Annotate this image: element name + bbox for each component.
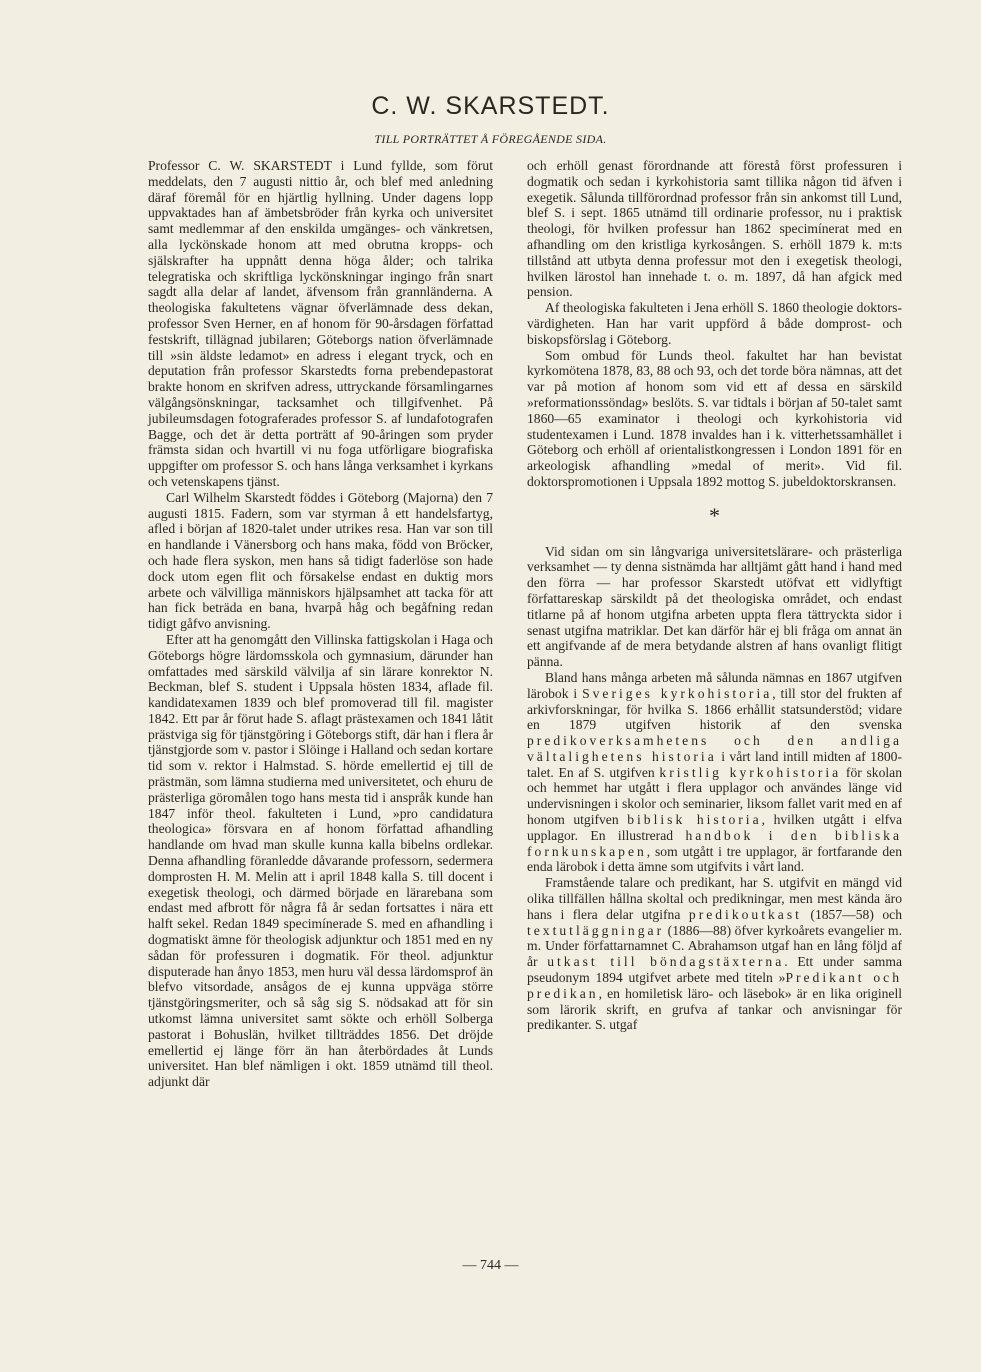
- text-run: . Ett under samma pseudonym 1894 utgifvet arbete med titeln »: [527, 954, 902, 986]
- section-divider-star: *: [709, 502, 720, 528]
- text-run: Bland hans många arbeten må sålunda nämnas en 1867 utgifven lärobok i: [527, 669, 902, 701]
- text-run: i vårt land intill midten af 1800-talet. En af S. utgifven: [527, 748, 902, 780]
- article-title: C. W. SKARSTEDT.: [371, 92, 610, 120]
- article-subtitle: TILL PORTRÄTTET Å FÖREGÅENDE SIDA.: [374, 132, 607, 146]
- left-paragraph-2: Carl Wilhelm Skarstedt föddes i Göteborg (Majorna) den 7 augusti 1815. Fadern, som var styrman å ett handelsfartyg, afled i början af 1820-talet under utrikes resa. Han var son till en handlande i Vänersborg och hans maka, född von Bröcker, och hade flera syskon, men hans så tidigt faderlöse son hade dock utom egen flit och försakelse endast en duktig mors arbete och välvilliga människors hjälpsamhet att tacka för att han fick beträda en bana, hvarpå håg och begåfning redan tidigt gåfvo anvisning.: [148, 489, 493, 632]
- text-run: , som utgått i tre upplagor, är fortfarande den enda lärobok i detta ämne som utgifvits i vårt land.: [527, 843, 902, 875]
- right-paragraph-3: Som ombud för Lunds theol. fakultet har han bevistat kyrkomötena 1878, 83, 88 och 93, och det torde böra nämnas, att det var på motion af honom som vid ett af dessa en särskild »reformationssöndag» beslöts. S. var tidtals i början af 50-talet samt 1860—65 examinator i theologi och kyrkohistoria vid studentexamen i Lund. 1878 invaldes han i k. vitterhetssamhället i Göteborg och erhöll af orientalistkongressen i London 1891 för en arkeologisk afhandling »medal of merit». Vid fil. doktorspromotionen i Uppsala 1892 mottog S. jubeldoktorskransen.: [527, 347, 902, 489]
- spaced-title: Sveriges kyrkohistoria: [582, 685, 773, 701]
- right-paragraph-1: och erhöll genast förordnande att förestå först professuren i dogmatik och sedan i kyrkohistoria samt tillika någon tid äfven i exegetik. Sålunda tillförordnad professor från sin ankomst till Lund, blef S. i sept. 1865 utnämd till ordinarie professor, nu i praktisk theologi, för hvilken professur han 1862 specimínerat med en afhandling om den kristliga kyrkosången. S. erhöll 1879 k. m:ts tillstånd att utbyta denna professur mot den i exegetisk theologi, hvilken lärostol han innehade t. o. m. 1897, då han afgick med pension.: [527, 158, 902, 300]
- text-run: , en homiletisk läro- och läsebok» är en lika originell som lärorik skrift, en grufva af tankar och anvisningar för predikanter. S. utgaf: [527, 985, 902, 1033]
- right-paragraph-4: Vid sidan om sin långvariga universitetslärare- och prästerliga verksamhet — ty denna sistnämda har alltjämt gått hand i hand med den förra — har professor Skarstedt utöfvat ett vidlyftigt författareskap särskildt på det theologiska området, och endast titlarne på af honom utgifna arbeten uppta flera tättryckta sidor i senast utgifna matriklar. Det kan därför här ej bli fråga om annat än ett angifvande af de mera betydande alstren af hans ovanligt flitigt pänna.: [527, 543, 902, 670]
- spaced-title: kristlig kyrkohistoria: [659, 764, 842, 780]
- spaced-title: handbok i den bibliska fornkunskapen: [527, 827, 902, 859]
- spaced-title: biblisk historia: [627, 812, 762, 828]
- left-paragraph-1: Professor C. W. SKARSTEDT i Lund fyllde, som förut meddelats, den 7 augusti nittio år, och blef med anledning däraf föremål för en hjärtlig hyllning. Under dagens lopp uppvaktades han af ämbetsbröder från kyrka och universitet samt medlemmar af den enskilda umgänges- och vänkretsen, alla lyckönskade honom att med obrutna kropps- och själskrafter ha uppnått denna höga ålder; och talrika telegratiska och skriftliga lyckönskningar ingingo från snart sagdt alla delar af landet, äfvensom från grannländerna. A theologiska fakultetens vägnar öfverlämnade dess dekan, professor Sven Herner, en af honom för 90-årsdagen författad festskrift, tillägnad jubilaren; Göteborgs nation öfverlämnade till »sin äldste ledamot» en adress i elegant tryck, och en deputation från professor Skarstedts forna prebendepastorat brakte honom en skrifven adress, uttryckande församlingarnes välgångsönskningar, tacksamhet och tillgifvenhet. På jubileumsdagen fotograferades professor S. af lundafotografen Bagge, och det är detta porträtt af 90-åringen som pryder främsta sidan och hvartill vi nu foga utförligare biografiska uppgifter om professor S. och hans långa verksamhet i kyrkans och vetenskapens tjänst.: [148, 158, 493, 489]
- right-paragraph-2: Af theologiska fakulteten i Jena erhöll S. 1860 theologie doktors-värdigheten. Han har varit uppförd å både domprost- och biskopsförslag i Göteborg.: [527, 300, 902, 347]
- right-column: [527, 158, 902, 1033]
- text-run: , till stor del frukten af arkivforskningar, för hvilka S. 1866 erhållit statsunderstöd; vidare en 1879 utgifven historik af den svenska: [527, 685, 902, 733]
- text-run: , hvilken utgått i elfva upplagor. En illustrerad: [527, 812, 903, 843]
- left-column: [148, 158, 493, 1090]
- text-run: för skolan och hemmet har utgått i flera upplagor och användes länge vid undervisningen i skolor och seminarier, liksom fallet varit med en af honom utgifven: [527, 764, 902, 828]
- text-run: Framstående talare och predikant, har S. utgifvit en mängd vid olika tillfällen hållna skoltal och predikningar, men mest kända äro hans i flera delar utgifna: [527, 875, 902, 922]
- text-run: (1857—58) och: [801, 906, 902, 922]
- page-number: — 744 —: [462, 1258, 519, 1273]
- spaced-title: predikoutkast: [688, 906, 802, 922]
- text-run: (1886—88) öfver kyrkoårets evangelier m. m. Under författarnamnet C. Abrahamson utgaf han en lång följd af år: [527, 922, 902, 970]
- spaced-title: Predikant och predikan: [527, 970, 902, 1001]
- spaced-title: utkast till böndagstäxterna: [547, 954, 785, 970]
- spaced-title: predikoverksamhetens och den andliga vältalighetens historia: [527, 733, 902, 764]
- right-paragraph-5: [527, 670, 902, 875]
- spaced-title: textutläggningar: [527, 922, 665, 938]
- left-paragraph-3: Efter att ha genomgått den Villinska fattigskolan i Haga och Göteborgs högre lärdomsskola och gymnasium, därunder han omfattades med särskild välvilja af sin lärare konrektor N. Beckman, blef S. student i Uppsala hösten 1834, aflade fil. kandidatexamen 1839 och blef promoverad till fil. magister 1842. Ett par år förut hade S. aflagt prästexamen och 1841 låtit prästviga sig för tjänstgöring i Göteborgs stift, där han i flera år tjänstgjorde som v. pastor i Slöinge i Halland och sedan kortare tid som v. rektor i Halmstad. S. hörde emellertid ej till de prästmän, som lämna studierna med universitetet, och ehuru de prästerliga göromålen togo hans mesta tid i anspråk kunde han 1847 inför theol. fakulteten i Lund, »pro candidatura theologica» försvara en af honom författad afhandling handlande om hvad man skulle kunna kalla bibelns ordlekar. Denna afhandling föranledde dåvarande professorn, sedermera domprosten H. M. Melin att i april 1848 kalla S. till docent i exegetisk theologi, och därmed började en lärarebana som endast med afbrott för några få år sedan fortsattes i nära ett halft sekel. Redan 1849 specimínerade S. med en afhandling i dogmatiskt ämne för theologisk adjunktur och 1851 med en ny sådan för professuren i dogmatik. För theol. adjunktur disputerade han ånyo 1853, men huru väl dessa lärdomsprof än blefvo vitsordade, ansågos de ej kunna uppväga större tjänstgöringsmeriter, och så såg sig S. nödsakad att för sin utkomst lämna universitet samt sökte och erhöll Solberga pastorat i Bohuslän, hvilket tillträddes 1856. Det dröjde emellertid ej länge förr än han återbördades åt Lunds universitet. Han blef nämligen i okt. 1859 utnämd till theol. adjunkt där: [148, 631, 493, 1090]
- right-paragraph-6: [527, 875, 902, 1033]
